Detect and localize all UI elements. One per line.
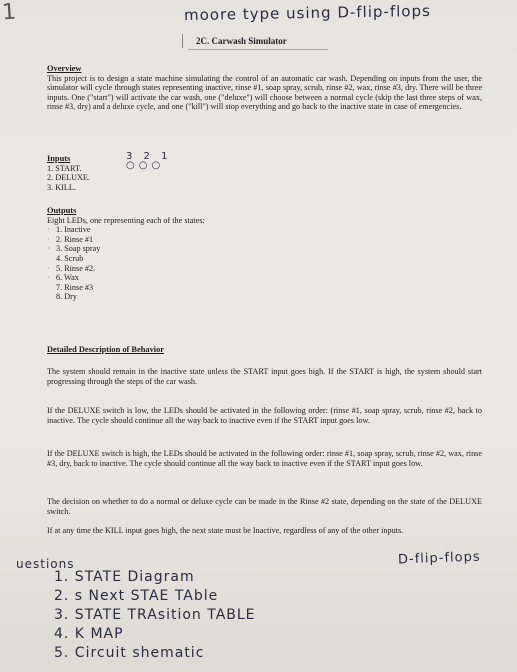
detail-paragraph-1: The system should remain in the inactive state unless the START input goes high. If the START is high, the system should start progressing through the steps of the car wash. xyxy=(47,367,482,386)
question-item: 3. STATE TRAsition TABLE xyxy=(54,607,256,623)
inputs-heading: Inputs xyxy=(47,154,71,163)
overview-section xyxy=(47,64,482,112)
handwritten-dflip-note: D-flip-flops xyxy=(397,549,481,568)
handwritten-top-note: moore type using D-flip-flops xyxy=(183,1,431,25)
question-item: 1. STATE Diagram xyxy=(54,569,195,585)
outputs-intro: Eight LEDs, one representing each of the states: xyxy=(47,215,205,225)
digits-row: 3 2 1 xyxy=(126,151,172,162)
output-item: · 2. Rinse #1 xyxy=(47,234,94,244)
detail-paragraph-2: If the DELUXE switch is low, the LEDs should be activated in the following order: (rinse #1, soap spray, scrub, rinse #2, back to inactive. The cycle should continue all the way back to inactive even if the START input goes low. xyxy=(47,406,482,425)
input-item: 2. DELUXE. xyxy=(47,173,90,183)
inputs-section xyxy=(47,151,482,192)
output-item: 4. Scrub xyxy=(56,253,84,263)
input-item: 1. START. xyxy=(47,163,82,173)
outputs-section xyxy=(47,206,482,302)
detail-paragraph-5: If at any time the KILL input goes high, the next state must be Inactive, regardless of any of the other inputs. xyxy=(47,526,404,535)
output-item: · 5. Rinse #2. xyxy=(47,263,96,273)
question-item: 4. K MAP xyxy=(54,626,124,642)
title-margin-mark xyxy=(182,34,183,48)
output-item: 7. Rinse #3 xyxy=(56,282,94,292)
output-item: · 6. Wax xyxy=(47,273,79,283)
handwritten-questions-list xyxy=(54,568,256,663)
outputs-heading: Outputs xyxy=(47,206,77,215)
handwritten-questions-label: uestions xyxy=(16,557,75,571)
detail-heading: Detailed Description of Behavior xyxy=(47,345,165,354)
detail-paragraph-4: The decision on whether to do a normal or deluxe cycle can be made in the Rinse #2 state, depending on the state of the DELUXE switch. xyxy=(47,497,482,516)
circles-row: ○○○ xyxy=(126,160,165,171)
detail-section xyxy=(47,345,482,355)
output-item: · 1. Inactive xyxy=(47,225,91,235)
question-item: 2. s Next STAE TAble xyxy=(54,588,219,604)
question-item: 5. Circuit shematic xyxy=(54,645,205,661)
title-underline xyxy=(188,49,328,50)
input-item: 3. KILL. xyxy=(47,182,76,192)
output-item: 8. Dry xyxy=(56,292,77,302)
handwritten-corner-number: 1 xyxy=(1,0,18,26)
overview-heading: Overview xyxy=(47,64,82,73)
document-title: 2C. Carwash Simulator xyxy=(196,36,287,46)
output-item: · 3. Soap spray xyxy=(47,244,101,254)
overview-text: This project is to design a state machine simulating the control of an automatic car wash. Depending on inputs from the user, the simulator will cycle through states representing inactive, rinse #1, soap spray, scrub, rinse #2, wax, rinse #3, dry. There will be three inputs. One ("start") will activate the car wash, one ("deluxe") will choose between a normal cycle (skip the last three steps of wax, rinse #3, dry) and a deluxe cycle, and one ("kill") will stop everything and go back to the inactive state in case of emergencies. xyxy=(47,73,482,112)
detail-paragraph-3: If the DELUXE switch is high, the LEDs should be activated in the following order: rinse #1, soap spray, scrub, rinse #2, wax, rinse #3, dry, back to inactive. The cycle should continue all the way back to inactive even if the START input goes low. xyxy=(47,449,482,468)
